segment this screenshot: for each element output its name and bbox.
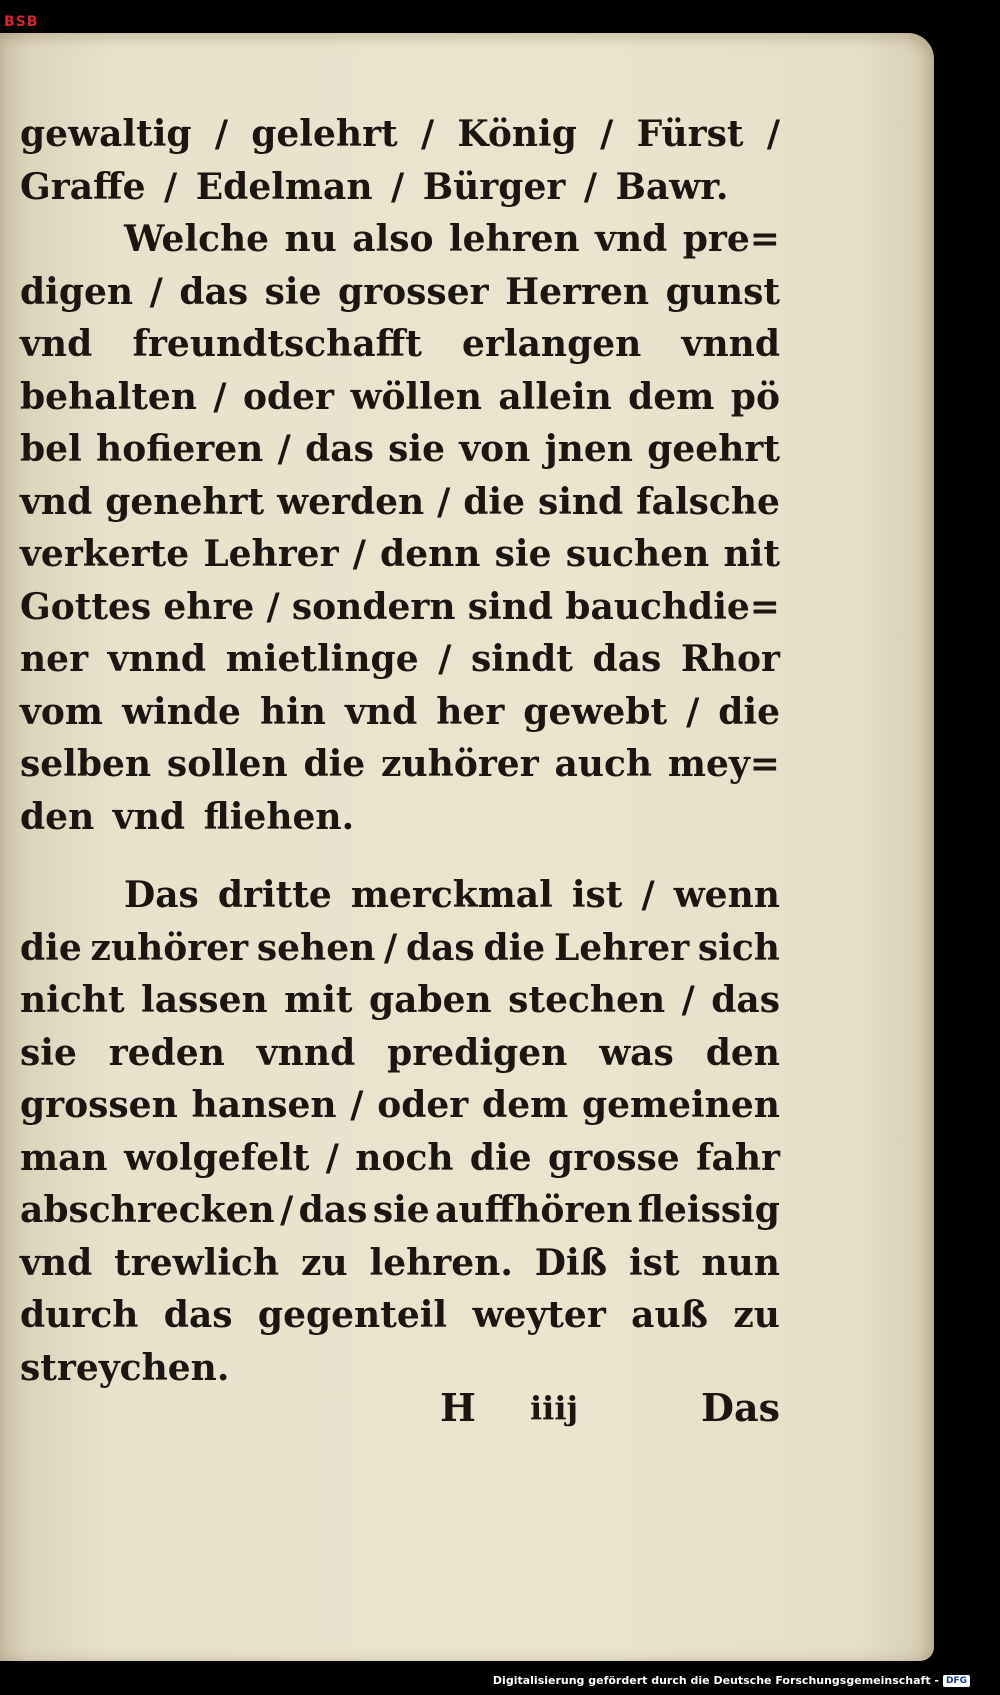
- text-line: den vnd fliehen.: [20, 795, 355, 838]
- dfg-logo-icon: DFG: [943, 1675, 970, 1687]
- page-text: [20, 108, 780, 1394]
- signature-number: iiij: [530, 1389, 579, 1427]
- paragraph-gap: [20, 843, 780, 869]
- text-line: behalten / oder wöllen allein dem pö: [20, 375, 780, 418]
- text-line: gewaltig / gelehrt / König / Fürst /: [20, 113, 780, 155]
- text-line: digen / das sie grosser Herren gunst: [20, 270, 780, 313]
- text-line: selben sollen die zuhörer auch mey=: [20, 743, 780, 785]
- page-footer: [440, 1385, 780, 1445]
- book-page: [0, 33, 934, 1661]
- text-line: grossen hansen / oder dem gemeinen: [20, 1084, 780, 1126]
- text-line: Graffe / Edelman / Bürger / Bawr.: [20, 165, 729, 208]
- text-line: nicht lassen mit gaben stechen / das: [20, 979, 780, 1021]
- bsb-logo: BSB: [4, 14, 39, 30]
- text-line: vom winde hin vnd her gewebt / die: [20, 690, 780, 733]
- text-line: die zuhörer sehen / das die Lehrer sich: [20, 926, 780, 969]
- text-line: sie reden vnnd predigen was den: [20, 1031, 780, 1074]
- text-line: man wolgefelt / noch die grosse fahr: [20, 1136, 780, 1179]
- signature-mark: H: [440, 1385, 476, 1430]
- text-line: durch das gegenteil weyter auß zu: [20, 1294, 780, 1336]
- text-line: Welche nu also lehren vnd pre=: [124, 218, 780, 260]
- text-line: bel hofieren / das sie von jnen geehrt: [20, 428, 780, 470]
- text-line: vnd trewlich zu lehren. Diß ist nun: [20, 1241, 780, 1284]
- text-line: ner vnnd mietlinge / sindt das Rhor: [20, 638, 780, 680]
- text-line: Gottes ehre / sondern sind bauchdie=: [20, 585, 780, 628]
- credit-text: Digitalisierung gefördert durch die Deutsche Forschungsgemeinschaft -: [492, 1674, 939, 1687]
- text-line: Das dritte merckmal ist / wenn: [124, 874, 780, 916]
- text-line: vnd genehrt werden / die sind falsche: [20, 480, 780, 523]
- text-line: streychen.: [20, 1346, 230, 1389]
- catchword: Das: [701, 1385, 780, 1430]
- text-line: verkerte Lehrer / denn sie suchen nit: [20, 533, 780, 575]
- text-line: abschrecken / das sie auffhören fleissig: [20, 1189, 780, 1231]
- text-line: vnd freundtschafft erlangen vnnd: [20, 323, 780, 365]
- dfg-credit: [493, 1674, 970, 1687]
